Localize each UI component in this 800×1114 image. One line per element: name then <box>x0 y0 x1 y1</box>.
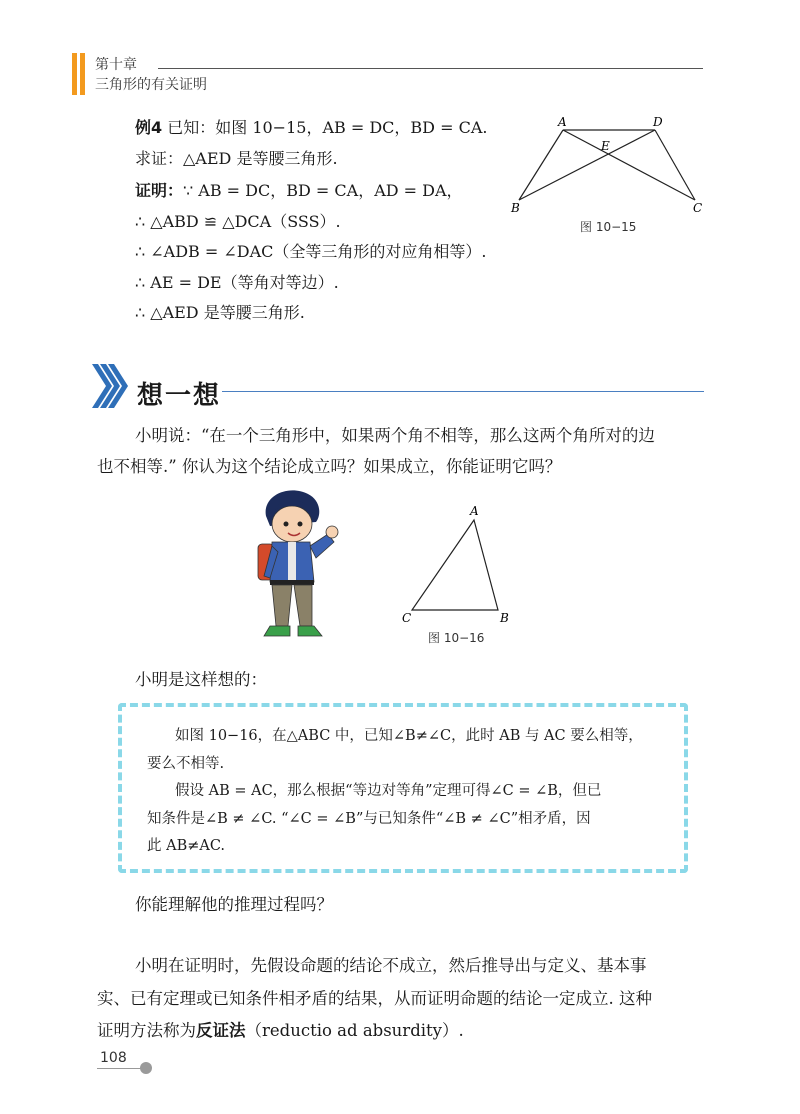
header-accent-bar-1 <box>72 53 77 95</box>
page-number: 108 <box>100 1050 127 1066</box>
term-english: （reductio ad absurdity）. <box>245 1021 464 1040</box>
fig2-label-B: B <box>500 611 509 624</box>
page-dot-icon <box>140 1062 152 1074</box>
xiaoming-intro: 小明是这样想的： <box>135 670 267 689</box>
header-rule <box>158 68 703 69</box>
box-line-3: 假设 AB = AC，那么根据“等边对等角”定理可得∠C = ∠B，但已 <box>175 783 602 799</box>
proof-step-2: ∴ △ABD ≌ △DCA（SSS）. <box>135 212 341 231</box>
fig2-label-C: C <box>402 611 412 624</box>
boy-illustration <box>248 486 343 646</box>
think-para-1: 小明说：“在一个三角形中，如果两个角不相等，那么这两个角所对的边 <box>135 426 655 445</box>
fig2-label-A: A <box>470 504 479 518</box>
conclusion-line-2: 实、已有定理或已知条件相矛盾的结果，从而证明命题的结论一定成立. 这种 <box>97 989 652 1008</box>
fig1-label-E: E <box>601 139 610 153</box>
question-text: 你能理解他的推理过程吗？ <box>135 895 333 914</box>
chapter-label: 第十章 <box>95 57 137 73</box>
fig1-label-D: D <box>653 115 663 129</box>
conclusion-prefix: 证明方法称为 <box>97 1021 196 1040</box>
think-title: 想一想 <box>137 381 222 411</box>
proof-step-4: ∴ AE = DE（等角对等边）. <box>135 273 339 292</box>
term-reductio: 反证法 <box>196 1021 246 1040</box>
think-para-2: 也不相等.” 你认为这个结论成立吗？如果成立，你能证明它吗？ <box>97 457 562 476</box>
box-line-2: 要么不相等. <box>147 756 225 772</box>
box-line-4: 知条件是∠B ≠ ∠C. “∠C = ∠B”与已知条件“∠B ≠ ∠C”相矛盾，因 <box>147 811 591 827</box>
fig1-label-A: A <box>558 115 567 129</box>
box-line-5: 此 AB≠AC. <box>147 838 226 854</box>
conclusion-line-1: 小明在证明时，先假设命题的结论不成立，然后推导出与定义、基本事 <box>135 956 647 975</box>
figure-10-16 <box>398 502 518 624</box>
fig1-label-B: B <box>511 201 520 215</box>
proof-step-1: ∵ AB = DC，BD = CA，AD = DA， <box>183 181 463 200</box>
chapter-title: 三角形的有关证明 <box>95 77 207 93</box>
think-rule <box>222 391 704 392</box>
header-accent-bar-2 <box>80 53 85 95</box>
box-line-1: 如图 10−16，在△ABC 中，已知∠B≠∠C，此时 AB 与 AC 要么相等， <box>175 728 643 744</box>
figure-10-15-caption: 图 10−15 <box>580 220 637 234</box>
proof-step-3: ∴ ∠ADB = ∠DAC（全等三角形的对应角相等）. <box>135 242 487 261</box>
example-label: 例4 <box>135 118 163 137</box>
example-prove: 求证：△AED 是等腰三角形. <box>135 149 338 168</box>
proof-step-5: ∴ △AED 是等腰三角形. <box>135 303 305 322</box>
fig1-label-C: C <box>693 201 703 215</box>
example-given-line <box>135 117 487 139</box>
conclusion-line-3 <box>97 1015 464 1046</box>
chevrons-icon <box>92 362 134 410</box>
figure-10-16-caption: 图 10−16 <box>428 631 485 645</box>
proof-step-1-line <box>135 180 463 202</box>
proof-label: 证明： <box>135 181 184 200</box>
example-given: 已知：如图 10−15，AB = DC，BD = CA. <box>167 118 488 137</box>
